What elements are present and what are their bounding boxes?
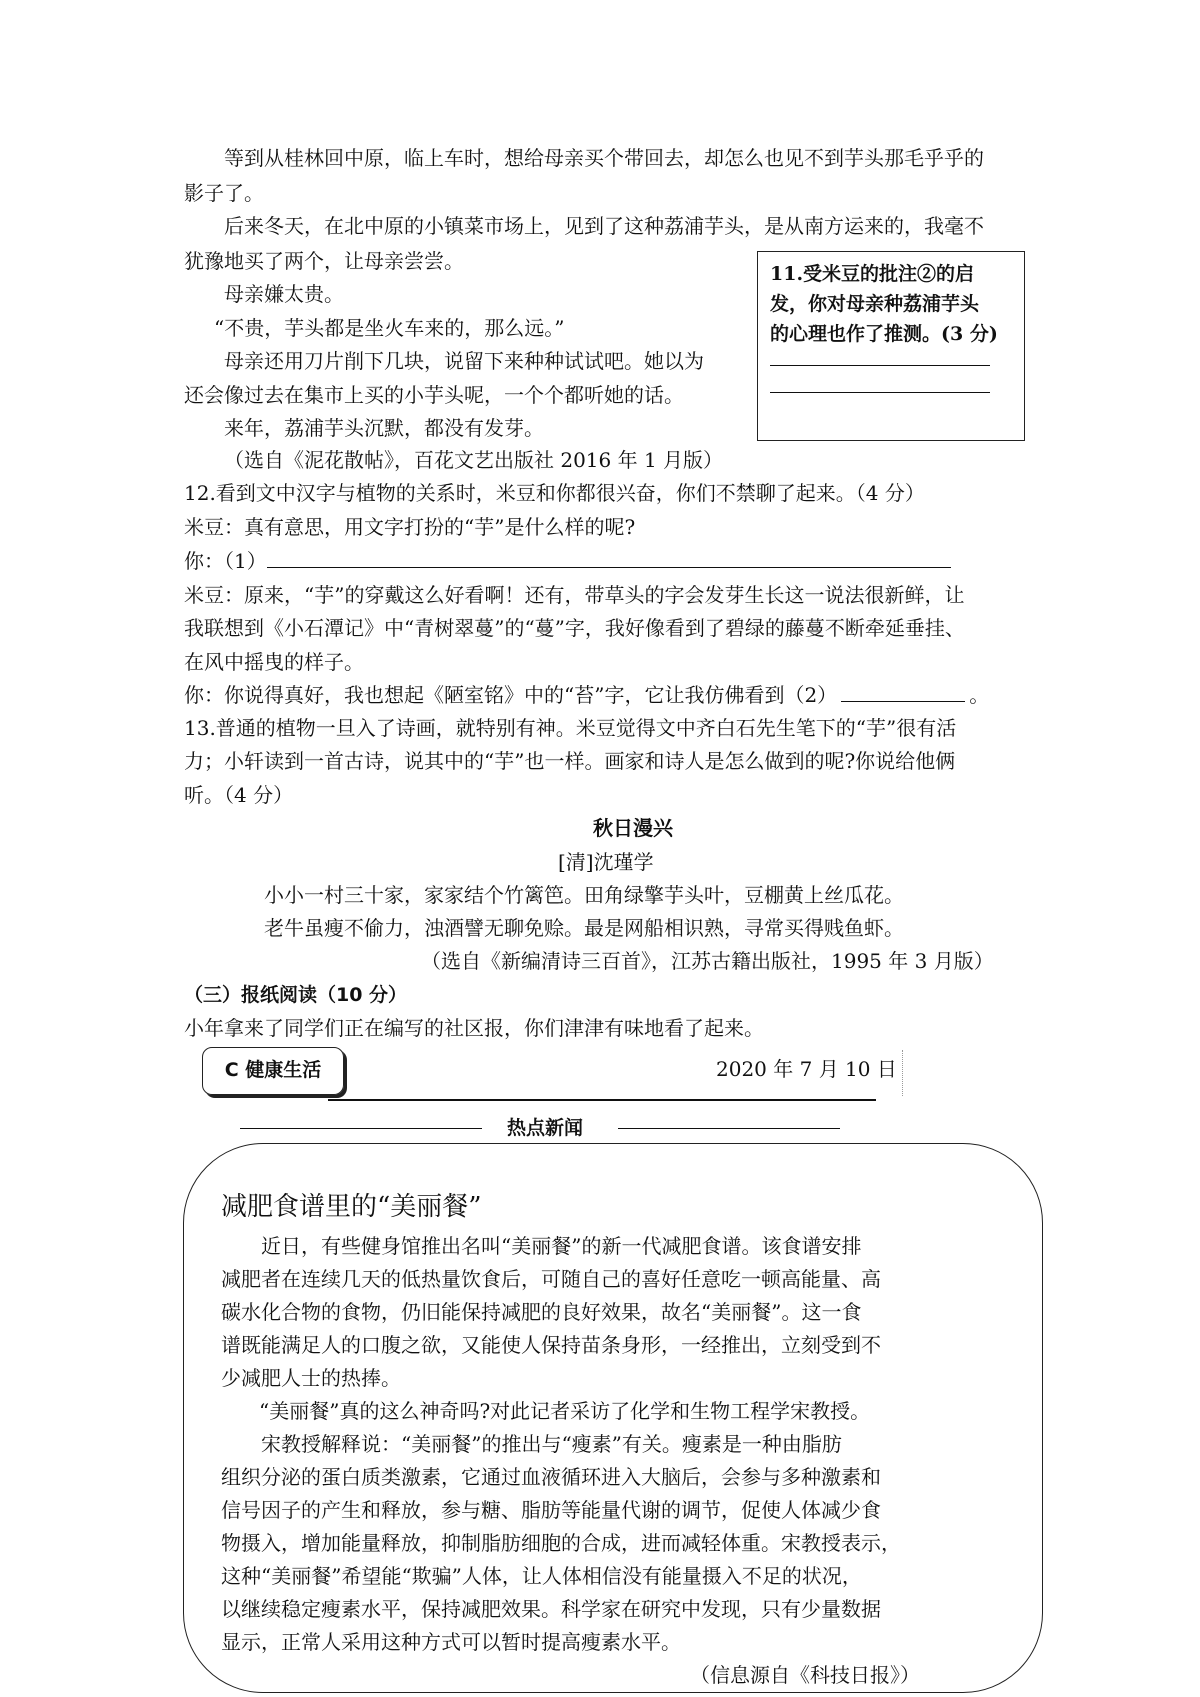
section-intro: 小年拿来了同学们正在编写的社区报，你们津津有味地看了起来。 xyxy=(184,1016,764,1040)
passage-line: 母亲嫌太贵。 xyxy=(224,282,344,306)
question-13-prompt: 13.普通的植物一旦入了诗画，就特别有神。米豆觉得文中齐白石先生笔下的“芋”很有活 xyxy=(184,716,957,740)
dialogue-line: 米豆：真有意思，用文字打扮的“芋”是什么样的呢? xyxy=(184,515,636,539)
period: 。 xyxy=(969,683,990,707)
question-11-text: 发，你对母亲种荔浦芋头 xyxy=(770,293,980,315)
answer-blank-1[interactable] xyxy=(267,547,951,568)
passage-line: 犹豫地买了两个，让母亲尝尝。 xyxy=(184,249,464,273)
question-11-text: 11.受米豆的批注②的启 xyxy=(770,263,975,285)
question-11-box xyxy=(757,251,1025,441)
section-tag: C 健康生活 xyxy=(202,1047,344,1095)
passage-line: 后来冬天，在北中原的小镇菜市场上，见到了这种荔浦芋头，是从南方运来的，我毫不 xyxy=(224,214,984,238)
article-source: （信息源自《科技日报》） xyxy=(690,1663,920,1687)
article-line: 显示，正常人采用这种方式可以暂时提高瘦素水平。 xyxy=(221,1630,681,1654)
article-headline: 减肥食谱里的“美丽餐” xyxy=(221,1192,482,1222)
article-line: 宋教授解释说：“美丽餐”的推出与“瘦素”有关。瘦素是一种由脂肪 xyxy=(261,1432,842,1456)
article-line: 组织分泌的蛋白质类激素，它通过血液循环进入大脑后，会参与多种激素和 xyxy=(221,1465,881,1489)
article-line: 以继续稳定瘦素水平，保持减肥效果。科学家在研究中发现，只有少量数据 xyxy=(221,1597,881,1621)
poem-line: 老牛虽瘦不偷力，浊酒譬无聊免赊。最是网船相识熟，寻常买得贱鱼虾。 xyxy=(264,916,904,940)
issue-date: 2020 年 7 月 10 日 xyxy=(716,1057,897,1081)
poem-author: [清]沈瑾学 xyxy=(558,850,654,874)
article-line: 信号因子的产生和释放，参与糖、脂肪等能量代谢的调节，促使人体减少食 xyxy=(221,1498,881,1522)
dialogue-line xyxy=(184,546,951,576)
banner-rule xyxy=(618,1128,840,1129)
poem-line: 小小一村三十家，家家结个竹篱笆。田角绿擎芋头叶，豆棚黄上丝瓜花。 xyxy=(264,883,904,907)
news-banner: 热点新闻 xyxy=(507,1117,584,1139)
article-line: 谱既能满足人的口腹之欲，又能使人保持苗条身形，一经推出，立刻受到不 xyxy=(221,1333,881,1357)
dialogue-line: 在风中摇曳的样子。 xyxy=(184,650,364,674)
banner-rule xyxy=(240,1128,482,1129)
dialogue-line: 米豆：原来，“芋”的穿戴这么好看啊！还有，带草头的字会发芽生长这一说法很新鲜，让 xyxy=(184,583,965,607)
question-11-text: 的心理也作了推测。(3 分) xyxy=(770,323,998,345)
poem-source: （选自《新编清诗三百首》，江苏古籍出版社，1995 年 3 月版） xyxy=(421,949,994,973)
poem-title: 秋日漫兴 xyxy=(593,816,673,840)
dialogue-text: 你：你说得真好，我也想起《陋室铭》中的“苔”字，它让我仿佛看到（2） xyxy=(184,683,838,707)
passage-source: （选自《泥花散帖》，百花文艺出版社 2016 年 1 月版） xyxy=(224,448,724,472)
article-line: “美丽餐”真的这么神奇吗?对此记者采访了化学和生物工程学宋教授。 xyxy=(259,1399,871,1423)
question-13-prompt: 力；小轩读到一首古诗，说其中的“芋”也一样。画家和诗人是怎么做到的呢?你说给他俩 xyxy=(184,749,956,773)
dialogue-speaker: 你：（1） xyxy=(184,549,267,573)
passage-line: 等到从桂林回中原，临上车时，想给母亲买个带回去，却怎么也见不到芋头那毛乎乎的 xyxy=(224,146,984,170)
passage-line: 影子了。 xyxy=(184,181,264,205)
section-heading: （三）报纸阅读（10 分） xyxy=(184,984,408,1006)
passage-line: 还会像过去在集市上买的小芋头呢，一个个都听她的话。 xyxy=(184,383,684,407)
passage-line: 来年，荔浦芋头沉默，都没有发芽。 xyxy=(224,416,544,440)
question-12-prompt: 12.看到文中汉字与植物的关系时，米豆和你都很兴奋，你们不禁聊了起来。（4 分） xyxy=(184,481,925,505)
question-13-prompt: 听。（4 分） xyxy=(184,783,294,807)
answer-blank[interactable] xyxy=(770,392,990,393)
answer-blank-2[interactable] xyxy=(841,681,965,702)
article-line: 减肥者在连续几天的低热量饮食后，可随自己的喜好任意吃一顿高能量、高 xyxy=(221,1267,881,1291)
dialogue-line: 我联想到《小石潭记》中“青树翠蔓”的“蔓”字，我好像看到了碧绿的藤蔓不断牵延垂挂、 xyxy=(184,616,965,640)
article-line: 少减肥人士的热捧。 xyxy=(221,1366,401,1390)
answer-blank[interactable] xyxy=(770,365,990,366)
passage-line: “不贵，芋头都是坐火车来的，那么远。” xyxy=(214,316,565,340)
article-line: 近日，有些健身馆推出名叫“美丽餐”的新一代减肥食谱。该食谱安排 xyxy=(261,1234,862,1258)
article-line: 这种“美丽餐”希望能“欺骗”人体，让人体相信没有能量摄入不足的状况， xyxy=(221,1564,862,1588)
article-line: 碳水化合物的食物，仍旧能保持减肥的良好效果，故名“美丽餐”。这一食 xyxy=(221,1300,862,1324)
dialogue-line xyxy=(184,680,989,710)
header-divider xyxy=(902,1050,903,1096)
header-rule xyxy=(328,1099,876,1101)
passage-line: 母亲还用刀片削下几块，说留下来种种试试吧。她以为 xyxy=(224,349,704,373)
article-line: 物摄入，增加能量释放，抑制脂肪细胞的合成，进而减轻体重。宋教授表示， xyxy=(221,1531,901,1555)
